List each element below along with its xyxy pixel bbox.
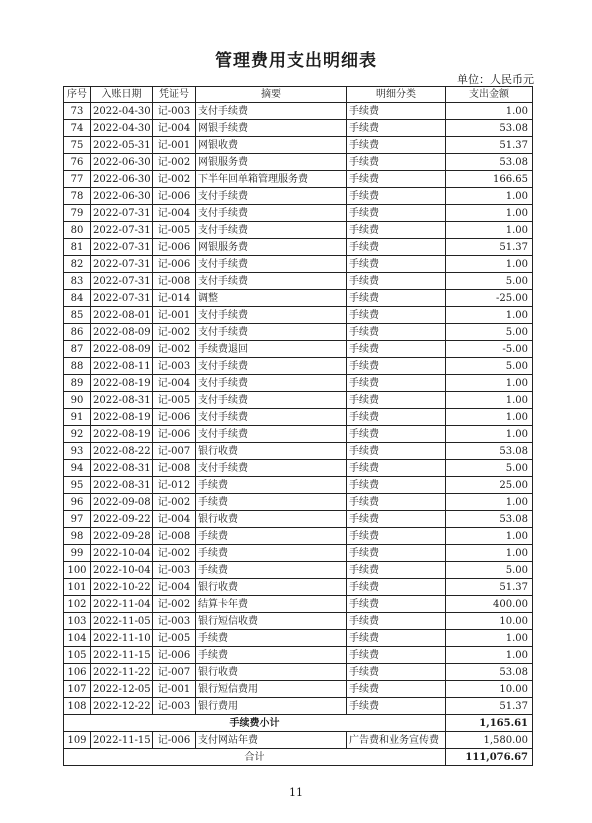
table-row [64,443,533,460]
table-row [64,596,533,613]
cell-category: 广告费和业务宣传费 [347,732,446,749]
cell-category: 手续费 [347,647,446,664]
cell-voucher: 记-006 [153,426,196,443]
cell-date: 2022-04-30 [91,120,153,137]
cell-summary: 银行短信收费 [196,613,347,630]
cell-seq: 74 [64,120,91,137]
cell-seq: 96 [64,494,91,511]
cell-seq: 98 [64,528,91,545]
cell-amount: 1.00 [446,103,533,120]
table-row [64,137,533,154]
cell-amount: 1.00 [446,630,533,647]
cell-amount: -25.00 [446,290,533,307]
table-row [64,392,533,409]
cell-amount: 1.00 [446,188,533,205]
cell-summary: 手续费 [196,494,347,511]
cell-voucher: 记-012 [153,477,196,494]
table-row [64,460,533,477]
table-row [64,528,533,545]
table-row [64,579,533,596]
cell-amount: -5.00 [446,341,533,358]
cell-voucher: 记-003 [153,103,196,120]
total-label: 合计 [64,749,446,766]
cell-voucher: 记-002 [153,171,196,188]
cell-category: 手续费 [347,528,446,545]
cell-date: 2022-09-22 [91,511,153,528]
header-voucher: 凭证号 [153,87,196,103]
cell-category: 手续费 [347,103,446,120]
table-row [64,698,533,715]
page-number: 11 [289,786,303,799]
cell-seq: 82 [64,256,91,273]
header-seq: 序号 [64,87,91,103]
cell-category: 手续费 [347,239,446,256]
cell-category: 手续费 [347,613,446,630]
table-row [64,171,533,188]
cell-seq: 78 [64,188,91,205]
cell-summary: 支付手续费 [196,324,347,341]
cell-date: 2022-07-31 [91,222,153,239]
cell-voucher: 记-002 [153,494,196,511]
cell-summary: 银行收费 [196,443,347,460]
cell-voucher: 记-003 [153,562,196,579]
header-amount: 支出金额 [446,87,533,103]
header-date: 入账日期 [91,87,153,103]
cell-date: 2022-07-31 [91,205,153,222]
table-row [64,630,533,647]
cell-category: 手续费 [347,154,446,171]
cell-category: 手续费 [347,511,446,528]
subtotal-amount: 1,165.61 [446,715,533,732]
cell-amount: 53.08 [446,120,533,137]
table-row [64,324,533,341]
cell-seq: 107 [64,681,91,698]
cell-summary: 网银手续费 [196,120,347,137]
cell-seq: 81 [64,239,91,256]
cell-date: 2022-09-08 [91,494,153,511]
cell-category: 手续费 [347,460,446,477]
cell-date: 2022-10-04 [91,545,153,562]
cell-summary: 调整 [196,290,347,307]
cell-date: 2022-11-10 [91,630,153,647]
cell-summary: 手续费 [196,545,347,562]
cell-voucher: 记-002 [153,545,196,562]
cell-summary: 银行收费 [196,664,347,681]
cell-seq: 73 [64,103,91,120]
cell-date: 2022-12-05 [91,681,153,698]
table-row [64,664,533,681]
cell-seq: 100 [64,562,91,579]
cell-seq: 90 [64,392,91,409]
cell-voucher: 记-005 [153,630,196,647]
cell-amount: 1,580.00 [446,732,533,749]
cell-amount: 51.37 [446,137,533,154]
cell-voucher: 记-005 [153,392,196,409]
cell-voucher: 记-014 [153,290,196,307]
cell-seq: 103 [64,613,91,630]
cell-date: 2022-06-30 [91,171,153,188]
cell-amount: 51.37 [446,579,533,596]
cell-amount: 51.37 [446,698,533,715]
cell-seq: 95 [64,477,91,494]
cell-category: 手续费 [347,205,446,222]
cell-date: 2022-11-04 [91,596,153,613]
cell-voucher: 记-006 [153,239,196,256]
cell-voucher: 记-002 [153,596,196,613]
cell-category: 手续费 [347,188,446,205]
table-header-row [64,87,533,103]
table-row [64,358,533,375]
cell-date: 2022-11-15 [91,647,153,664]
cell-category: 手续费 [347,545,446,562]
subtotal-label: 手续费小计 [64,715,446,732]
cell-category: 手续费 [347,120,446,137]
cell-voucher: 记-004 [153,375,196,392]
cell-summary: 手续费 [196,528,347,545]
cell-voucher: 记-006 [153,647,196,664]
cell-amount: 5.00 [446,358,533,375]
cell-summary: 网银服务费 [196,154,347,171]
cell-summary: 支付手续费 [196,375,347,392]
cell-voucher: 记-001 [153,307,196,324]
table-row [64,222,533,239]
cell-seq: 83 [64,273,91,290]
cell-category: 手续费 [347,477,446,494]
cell-category: 手续费 [347,341,446,358]
cell-seq: 104 [64,630,91,647]
cell-amount: 53.08 [446,664,533,681]
cell-seq: 92 [64,426,91,443]
cell-category: 手续费 [347,307,446,324]
cell-amount: 1.00 [446,409,533,426]
cell-category: 手续费 [347,290,446,307]
cell-date: 2022-05-31 [91,137,153,154]
cell-seq: 79 [64,205,91,222]
cell-seq: 106 [64,664,91,681]
cell-voucher: 记-004 [153,511,196,528]
table-row [64,409,533,426]
cell-summary: 支付手续费 [196,409,347,426]
cell-category: 手续费 [347,375,446,392]
cell-voucher: 记-004 [153,120,196,137]
cell-date: 2022-08-19 [91,409,153,426]
expense-detail-table [63,86,533,766]
cell-date: 2022-08-31 [91,392,153,409]
cell-voucher: 记-006 [153,188,196,205]
cell-voucher: 记-006 [153,732,196,749]
table-row [64,103,533,120]
cell-summary: 支付手续费 [196,273,347,290]
total-row [64,749,533,766]
cell-seq: 99 [64,545,91,562]
cell-voucher: 记-007 [153,443,196,460]
cell-seq: 102 [64,596,91,613]
cell-summary: 银行短信费用 [196,681,347,698]
cell-date: 2022-07-31 [91,273,153,290]
cell-summary: 支付手续费 [196,460,347,477]
cell-category: 手续费 [347,443,446,460]
cell-date: 2022-08-01 [91,307,153,324]
cell-seq: 87 [64,341,91,358]
cell-date: 2022-06-30 [91,188,153,205]
cell-summary: 下半年回单箱管理服务费 [196,171,347,188]
cell-category: 手续费 [347,222,446,239]
table-row [64,273,533,290]
cell-summary: 银行收费 [196,579,347,596]
cell-summary: 银行费用 [196,698,347,715]
cell-voucher: 记-003 [153,358,196,375]
cell-voucher: 记-008 [153,528,196,545]
cell-amount: 1.00 [446,528,533,545]
cell-summary: 支付手续费 [196,392,347,409]
cell-category: 手续费 [347,630,446,647]
cell-summary: 结算卡年费 [196,596,347,613]
cell-date: 2022-07-31 [91,256,153,273]
table-row [64,681,533,698]
cell-summary: 网银收费 [196,137,347,154]
cell-summary: 支付手续费 [196,205,347,222]
cell-amount: 5.00 [446,562,533,579]
cell-amount: 1.00 [446,222,533,239]
table-row [64,477,533,494]
table-row [64,154,533,171]
cell-amount: 1.00 [446,426,533,443]
cell-voucher: 记-007 [153,664,196,681]
cell-summary: 支付手续费 [196,103,347,120]
cell-summary: 手续费 [196,630,347,647]
cell-seq: 91 [64,409,91,426]
cell-seq: 105 [64,647,91,664]
cell-category: 手续费 [347,698,446,715]
cell-seq: 89 [64,375,91,392]
cell-summary: 支付手续费 [196,256,347,273]
cell-summary: 手续费 [196,477,347,494]
cell-amount: 1.00 [446,647,533,664]
cell-category: 手续费 [347,579,446,596]
cell-date: 2022-07-31 [91,290,153,307]
table-row [64,511,533,528]
table-row [64,341,533,358]
cell-amount: 51.37 [446,239,533,256]
cell-amount: 1.00 [446,494,533,511]
cell-voucher: 记-006 [153,256,196,273]
cell-voucher: 记-005 [153,222,196,239]
cell-voucher: 记-002 [153,154,196,171]
cell-seq: 101 [64,579,91,596]
cell-date: 2022-11-05 [91,613,153,630]
cell-seq: 94 [64,460,91,477]
cell-date: 2022-08-19 [91,426,153,443]
cell-category: 手续费 [347,273,446,290]
table-row [64,307,533,324]
cell-summary: 网银服务费 [196,239,347,256]
cell-summary: 支付网站年费 [196,732,347,749]
cell-seq: 75 [64,137,91,154]
table-row [64,562,533,579]
cell-summary: 手续费 [196,647,347,664]
cell-seq: 85 [64,307,91,324]
table-row [64,545,533,562]
cell-amount: 166.65 [446,171,533,188]
table-row [64,205,533,222]
cell-amount: 1.00 [446,256,533,273]
table-row [64,732,533,749]
subtotal-row [64,715,533,732]
cell-summary: 手续费 [196,562,347,579]
cell-voucher: 记-001 [153,137,196,154]
cell-date: 2022-11-15 [91,732,153,749]
table-row [64,647,533,664]
cell-seq: 88 [64,358,91,375]
cell-voucher: 记-002 [153,341,196,358]
table-row [64,426,533,443]
table-row [64,290,533,307]
cell-amount: 25.00 [446,477,533,494]
table-row [64,239,533,256]
cell-category: 手续费 [347,409,446,426]
cell-category: 手续费 [347,392,446,409]
cell-category: 手续费 [347,137,446,154]
unit-label: 单位：人民币元 [457,73,534,86]
cell-seq: 108 [64,698,91,715]
cell-amount: 53.08 [446,154,533,171]
cell-voucher: 记-001 [153,681,196,698]
cell-voucher: 记-003 [153,698,196,715]
cell-amount: 1.00 [446,375,533,392]
cell-amount: 5.00 [446,460,533,477]
cell-category: 手续费 [347,426,446,443]
cell-date: 2022-08-31 [91,477,153,494]
cell-amount: 53.08 [446,443,533,460]
cell-date: 2022-04-30 [91,103,153,120]
table-body [64,103,533,766]
cell-date: 2022-08-31 [91,460,153,477]
cell-voucher: 记-008 [153,460,196,477]
cell-date: 2022-10-22 [91,579,153,596]
cell-category: 手续费 [347,664,446,681]
cell-summary: 支付手续费 [196,188,347,205]
cell-voucher: 记-004 [153,205,196,222]
cell-seq: 77 [64,171,91,188]
cell-amount: 5.00 [446,273,533,290]
cell-date: 2022-09-28 [91,528,153,545]
cell-amount: 1.00 [446,545,533,562]
cell-seq: 97 [64,511,91,528]
cell-date: 2022-10-04 [91,562,153,579]
cell-date: 2022-12-22 [91,698,153,715]
cell-summary: 手续费退回 [196,341,347,358]
table-row [64,494,533,511]
cell-amount: 400.00 [446,596,533,613]
cell-amount: 1.00 [446,307,533,324]
cell-seq: 80 [64,222,91,239]
cell-summary: 银行收费 [196,511,347,528]
cell-date: 2022-11-22 [91,664,153,681]
cell-seq: 76 [64,154,91,171]
cell-date: 2022-08-09 [91,324,153,341]
cell-category: 手续费 [347,596,446,613]
cell-summary: 支付手续费 [196,307,347,324]
cell-amount: 1.00 [446,205,533,222]
cell-voucher: 记-004 [153,579,196,596]
cell-date: 2022-06-30 [91,154,153,171]
cell-amount: 5.00 [446,324,533,341]
header-summary: 摘要 [196,87,347,103]
cell-seq: 93 [64,443,91,460]
cell-voucher: 记-006 [153,409,196,426]
cell-voucher: 记-008 [153,273,196,290]
table-row [64,120,533,137]
table-row [64,375,533,392]
cell-category: 手续费 [347,681,446,698]
cell-summary: 支付手续费 [196,426,347,443]
cell-category: 手续费 [347,171,446,188]
table-row [64,188,533,205]
table-row [64,256,533,273]
header-category: 明细分类 [347,87,446,103]
cell-seq: 109 [64,732,91,749]
page-title: 管理费用支出明细表 [215,51,377,71]
cell-seq: 86 [64,324,91,341]
cell-date: 2022-07-31 [91,239,153,256]
cell-date: 2022-08-19 [91,375,153,392]
cell-seq: 84 [64,290,91,307]
cell-amount: 1.00 [446,392,533,409]
cell-voucher: 记-003 [153,613,196,630]
cell-amount: 10.00 [446,613,533,630]
cell-summary: 支付手续费 [196,358,347,375]
cell-category: 手续费 [347,256,446,273]
cell-category: 手续费 [347,324,446,341]
cell-date: 2022-08-22 [91,443,153,460]
cell-category: 手续费 [347,494,446,511]
cell-category: 手续费 [347,358,446,375]
total-amount: 111,076.67 [446,749,533,766]
cell-category: 手续费 [347,562,446,579]
cell-date: 2022-08-11 [91,358,153,375]
cell-summary: 支付手续费 [196,222,347,239]
cell-amount: 10.00 [446,681,533,698]
table-row [64,613,533,630]
cell-voucher: 记-002 [153,324,196,341]
cell-date: 2022-08-09 [91,341,153,358]
cell-amount: 53.08 [446,511,533,528]
